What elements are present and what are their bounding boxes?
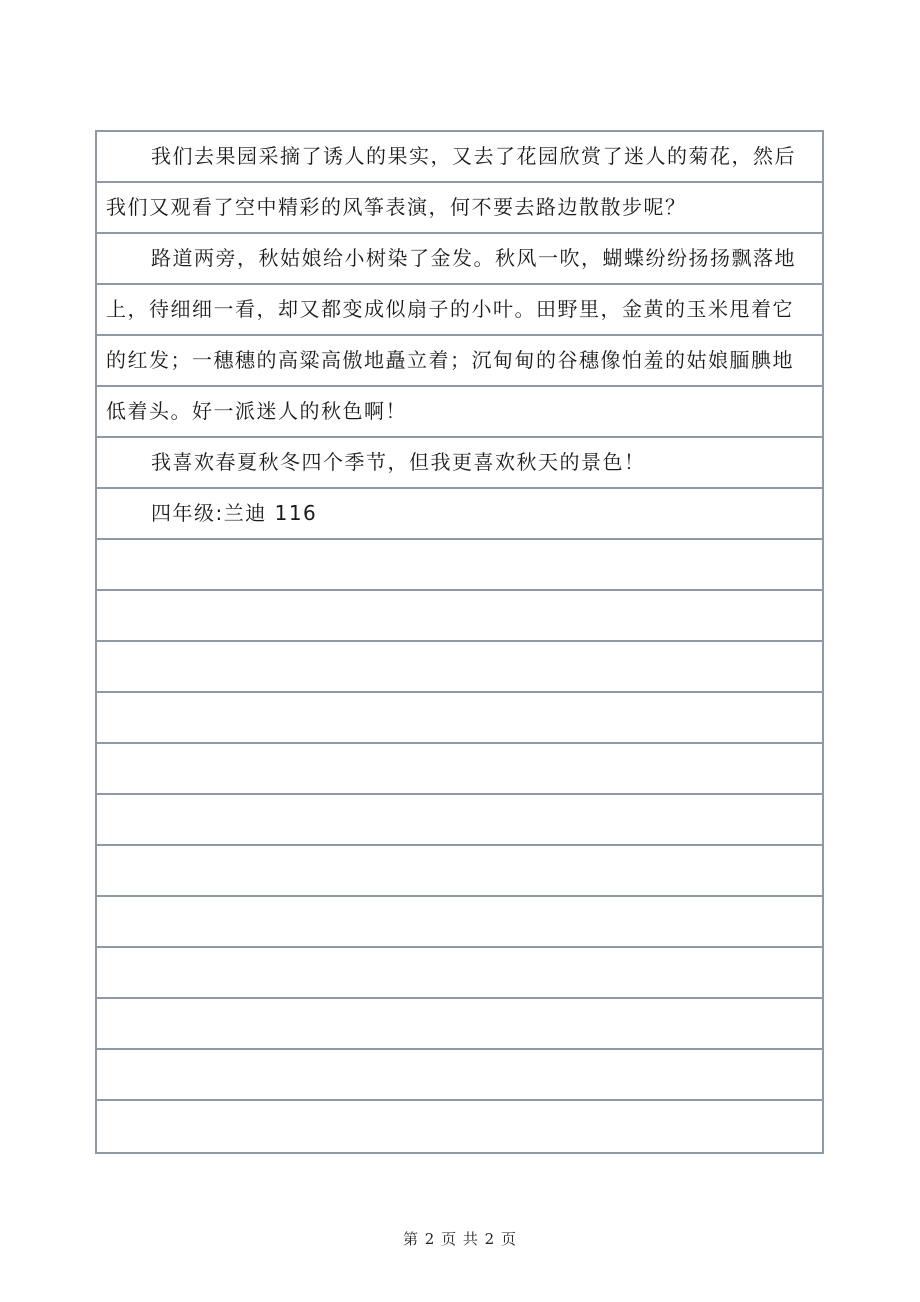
line-text: 四年级:兰迪 116 [151,501,318,525]
ruled-line [97,489,822,540]
ruled-line [97,438,822,489]
ruled-line [97,591,822,642]
ruled-line [97,693,822,744]
ruled-line [97,948,822,999]
ruled-line [97,234,822,285]
ruled-line [97,387,822,438]
ruled-line [97,642,822,693]
line-text: 上，待细细一看，却又都变成似扇子的小叶。田野里，金黄的玉米甩着它 [106,297,794,321]
ruled-line [97,132,822,183]
line-text: 的红发；一穗穗的高粱高傲地矗立着；沉甸甸的谷穗像怕羞的姑娘腼腆地 [106,348,794,372]
line-text: 我喜欢春夏秋冬四个季节，但我更喜欢秋天的景色！ [151,450,646,474]
line-text: 我们又观看了空中精彩的风筝表演，何不要去路边散散步呢？ [106,195,687,219]
ruled-line [97,846,822,897]
ruled-line [97,285,822,336]
ruled-line [97,1050,822,1101]
line-text: 路道两旁，秋姑娘给小树染了金发。秋风一吹，蝴蝶纷纷扬扬飘落地 [151,246,796,270]
ruled-line [97,183,822,234]
ruled-line [97,1101,822,1152]
ruled-line [97,540,822,591]
page-footer: 第 2 页 共 2 页 [403,1230,517,1248]
line-text: 我们去果园采摘了诱人的果实，又去了花园欣赏了迷人的菊花，然后 [151,144,796,168]
ruled-line [97,999,822,1050]
lined-writing-sheet [95,130,824,1154]
ruled-line [97,897,822,948]
ruled-line [97,795,822,846]
line-text: 低着头。好一派迷人的秋色啊！ [106,399,407,423]
ruled-line [97,336,822,387]
ruled-line [97,744,822,795]
